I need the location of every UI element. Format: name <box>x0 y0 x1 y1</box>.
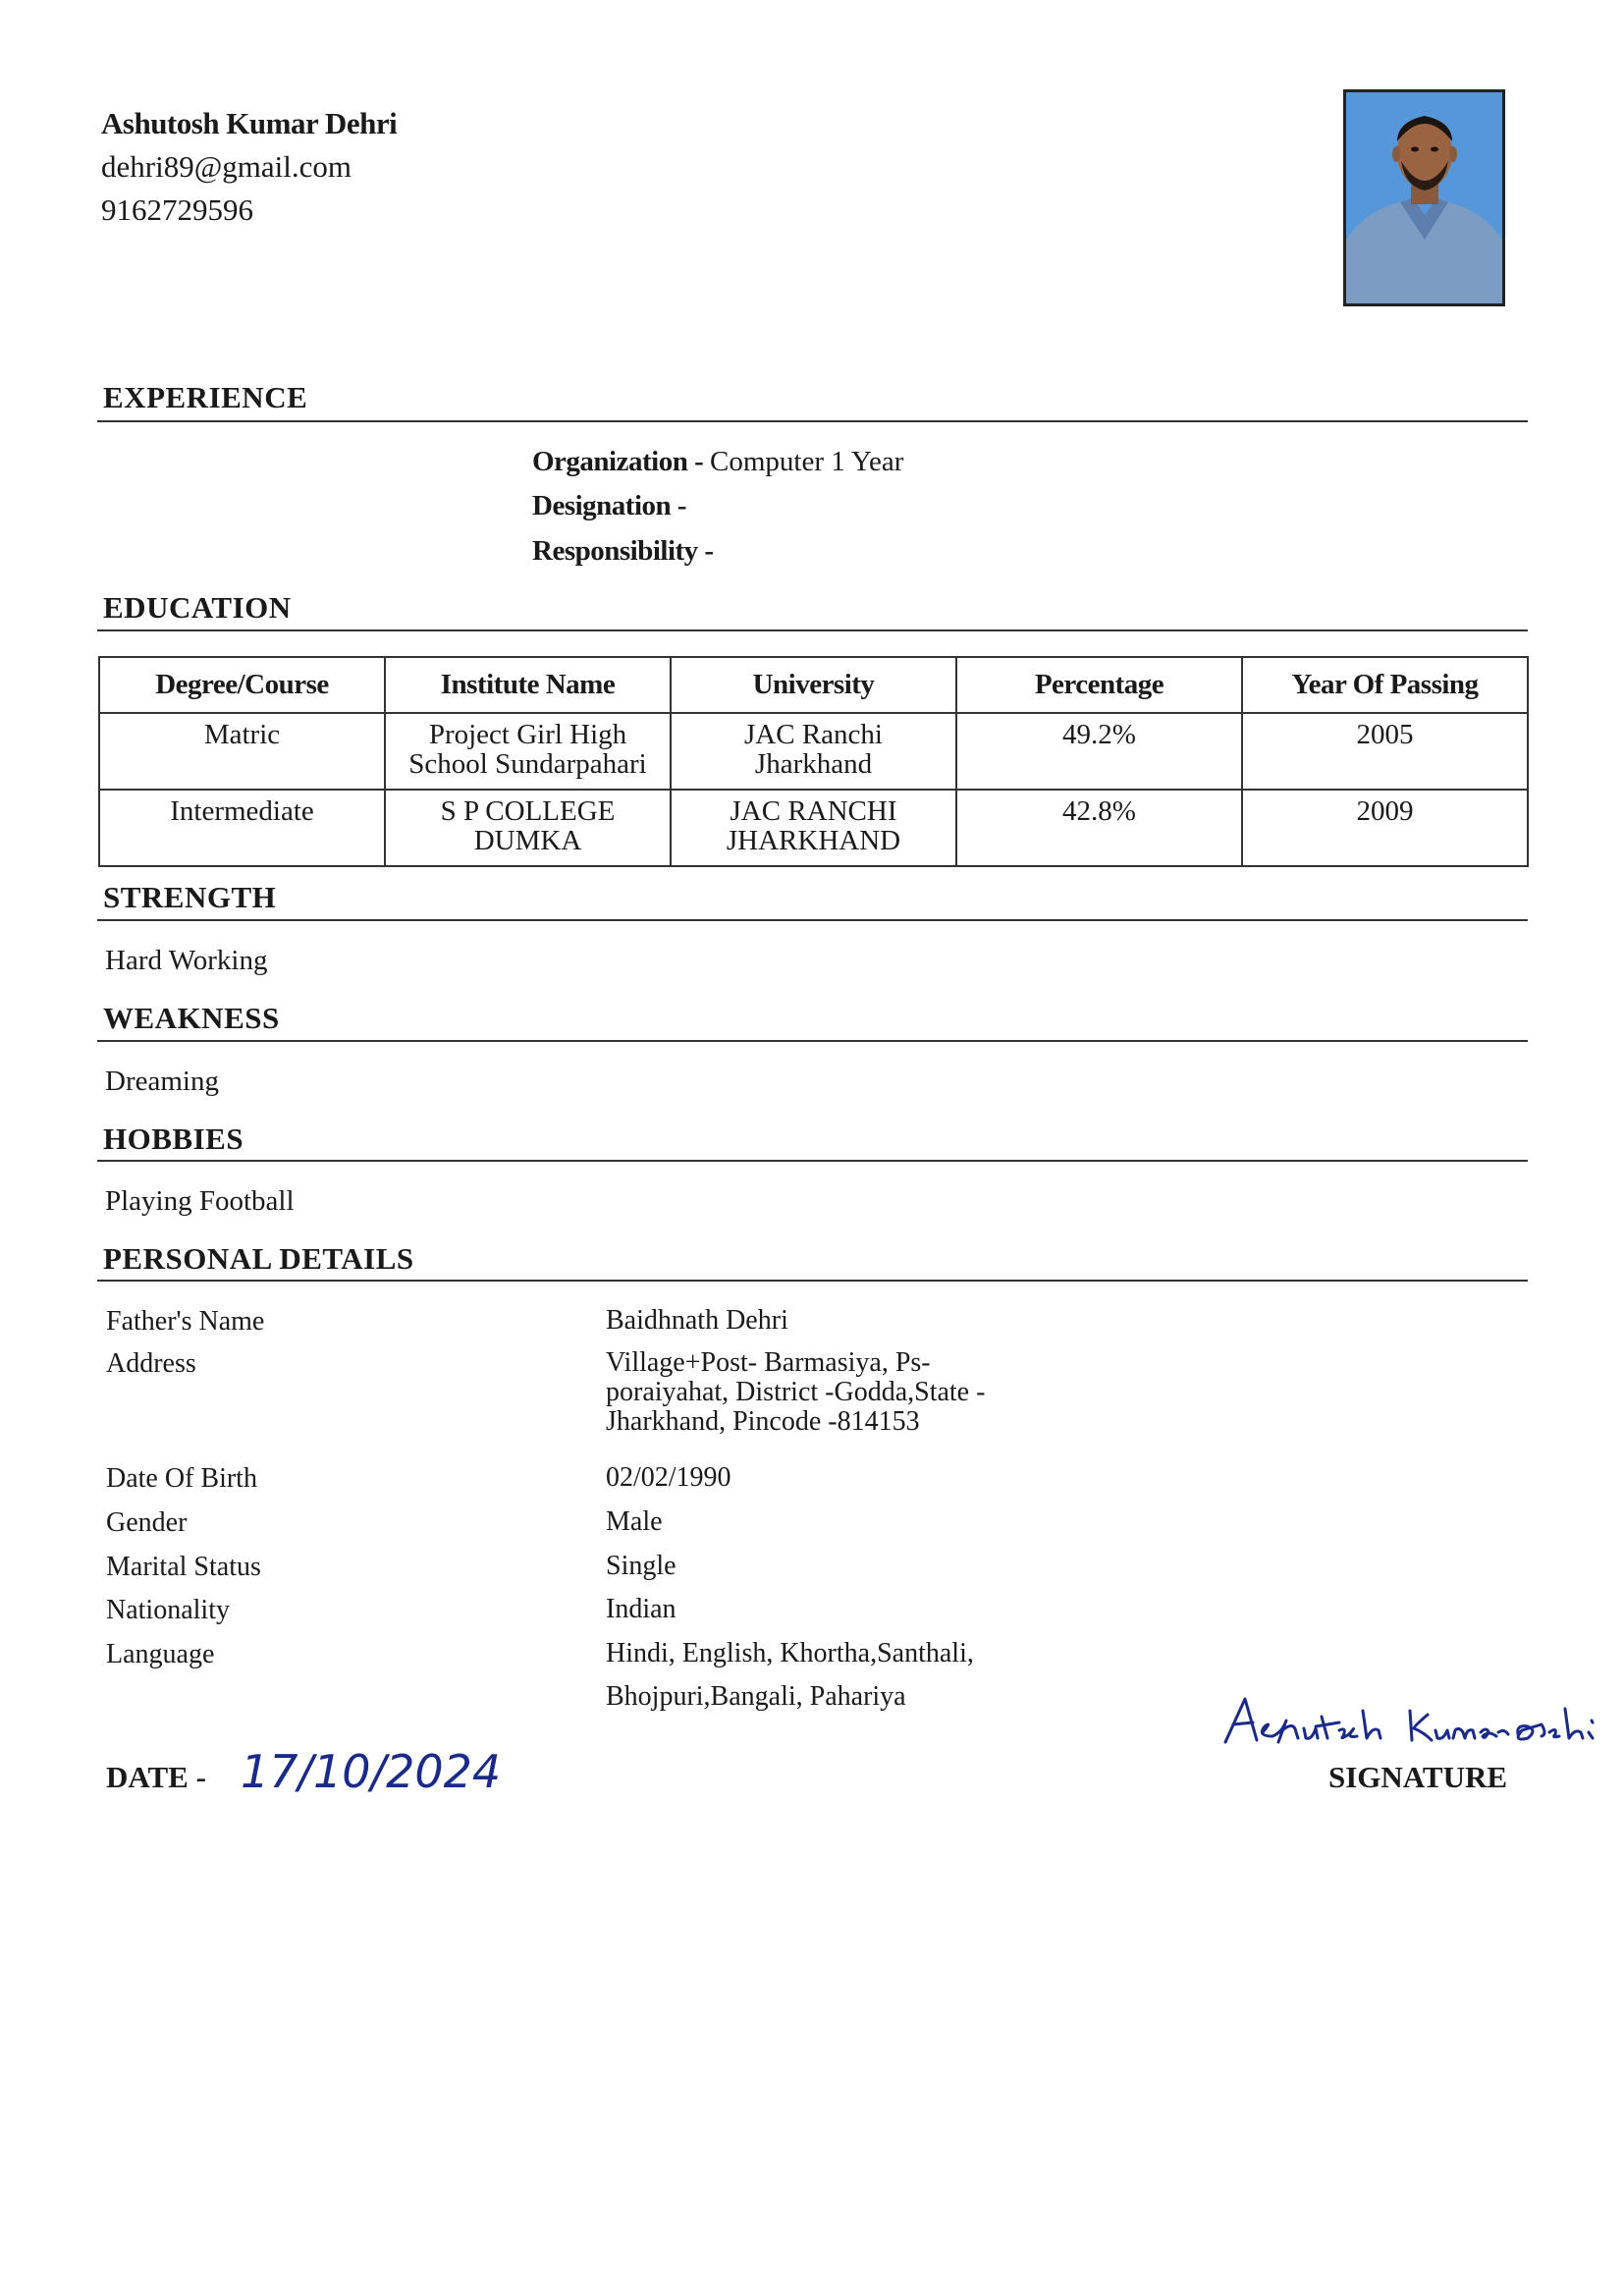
section-title-personal-details: PERSONAL DETAILS <box>103 1241 414 1276</box>
table-row <box>99 713 1528 790</box>
education-table <box>98 656 1529 867</box>
language-line: Hindi, English, Khortha,Santhali, <box>606 1638 974 1668</box>
section-title-hobbies: HOBBIES <box>103 1121 244 1156</box>
cell-line: JHARKHAND <box>726 825 901 856</box>
percentage-cell: 42.8% <box>956 790 1242 866</box>
section-title-weakness: WEAKNESS <box>103 1001 280 1035</box>
section-title-education: EDUCATION <box>103 590 292 625</box>
weakness-value: Dreaming <box>105 1066 219 1097</box>
percentage-cell: 49.2% <box>956 713 1242 790</box>
year-cell: 2005 <box>1242 713 1528 790</box>
divider <box>97 1160 1528 1162</box>
university-cell <box>671 713 956 790</box>
cell-line: Jharkhand <box>754 748 873 780</box>
column-header: University <box>671 657 956 713</box>
nationality-value: Indian <box>606 1594 677 1624</box>
address-line: poraiyahat, District -Godda,State - <box>606 1377 986 1407</box>
section-title-strength: STRENGTH <box>103 880 277 914</box>
university-cell <box>671 790 956 866</box>
address-value <box>606 1348 985 1437</box>
gender-value: Male <box>606 1506 663 1537</box>
address-line: Jharkhand, Pincode -814153 <box>606 1406 920 1437</box>
institute-cell <box>385 790 671 866</box>
section-title-experience: EXPERIENCE <box>103 380 308 414</box>
divider <box>97 1040 1528 1042</box>
designation-label: Designation - <box>532 490 687 521</box>
cell-line: S P COLLEGE <box>440 795 616 827</box>
column-header: Year Of Passing <box>1242 657 1528 713</box>
cell-line: School Sundarpahari <box>408 748 647 780</box>
address-line: Village+Post- Barmasiya, Ps- <box>606 1347 931 1378</box>
strength-value: Hard Working <box>105 945 268 976</box>
nationality-label: Nationality <box>106 1595 230 1625</box>
organization-label: Organization - <box>532 446 704 477</box>
column-header: Institute Name <box>385 657 671 713</box>
column-header: Degree/Course <box>99 657 385 713</box>
gender-label: Gender <box>106 1507 188 1538</box>
language-value <box>606 1639 974 1712</box>
email: dehri89@gmail.com <box>101 149 352 184</box>
divider <box>97 629 1528 631</box>
phone: 9162729596 <box>101 192 253 227</box>
dob-value: 02/02/1990 <box>606 1462 731 1493</box>
language-label: Language <box>106 1639 215 1669</box>
institute-cell <box>385 713 671 790</box>
cell-line: DUMKA <box>473 825 582 856</box>
degree-cell: Matric <box>99 713 385 790</box>
fathers-name-value: Baidhnath Dehri <box>606 1305 788 1336</box>
handwritten-signature <box>1218 1681 1615 1760</box>
candidate-name: Ashutosh Kumar Dehri <box>101 106 398 140</box>
divider <box>97 1280 1528 1282</box>
organization-value: Computer 1 Year <box>710 446 904 477</box>
cell-line: JAC RANCHI <box>730 795 897 827</box>
profile-photo <box>1343 89 1505 306</box>
column-header: Percentage <box>956 657 1242 713</box>
hobbies-value: Playing Football <box>105 1185 295 1217</box>
year-cell: 2009 <box>1242 790 1528 866</box>
address-label: Address <box>106 1348 196 1379</box>
cell-line: JAC Ranchi <box>744 719 883 750</box>
dob-label: Date Of Birth <box>106 1463 257 1494</box>
organization-row <box>532 446 903 478</box>
handwritten-date: 17/10/2024 <box>241 1745 502 1798</box>
table-row <box>99 790 1528 866</box>
marital-status-label: Marital Status <box>106 1552 261 1582</box>
table-header-row <box>99 657 1528 713</box>
signature-label: SIGNATURE <box>1328 1760 1508 1794</box>
cell-line: Project Girl High <box>428 719 627 750</box>
language-line: Bhojpuri,Bangali, Pahariya <box>606 1681 906 1712</box>
date-label: DATE - <box>106 1760 206 1794</box>
fathers-name-label: Father's Name <box>106 1306 265 1337</box>
divider <box>97 919 1528 921</box>
responsibility-label: Responsibility - <box>532 535 714 567</box>
divider <box>97 420 1528 422</box>
marital-status-value: Single <box>606 1551 677 1581</box>
degree-cell: Intermediate <box>99 790 385 866</box>
